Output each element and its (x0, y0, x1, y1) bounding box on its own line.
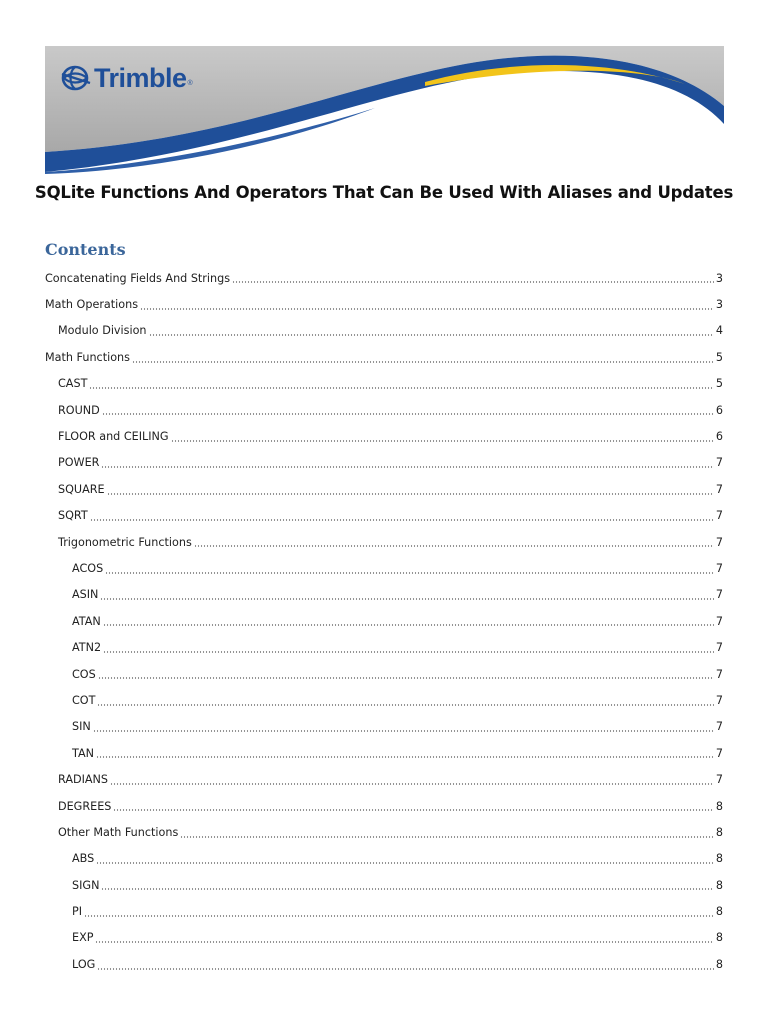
toc-entry[interactable] (45, 714, 723, 740)
toc-entry-label: SQUARE (58, 482, 105, 496)
toc-dot-leader (101, 466, 713, 468)
toc-entry-label: CAST (58, 377, 88, 391)
toc-entry-label: SIN (72, 720, 91, 734)
toc-dot-leader (98, 677, 714, 679)
toc-entry-label: Other Math Functions (58, 825, 179, 839)
toc-dot-leader (101, 888, 713, 890)
toc-entry-label: TAN (72, 746, 94, 760)
toc-page-number: 8 (715, 957, 723, 971)
toc-dot-leader (110, 783, 714, 785)
toc-page-number: 7 (715, 509, 723, 523)
toc-entry-label: Modulo Division (58, 324, 147, 338)
toc-entry[interactable] (45, 397, 723, 423)
toc-entry[interactable] (45, 846, 723, 872)
toc-page-number: 7 (715, 456, 723, 470)
toc-entry[interactable] (45, 634, 723, 660)
toc-entry[interactable] (45, 318, 723, 344)
toc-dot-leader (95, 941, 713, 943)
toc-dot-leader (100, 598, 713, 600)
toc-page-number: 7 (715, 482, 723, 496)
document-title: SQLite Functions And Operators That Can Be Used With Aliases and Updates (34, 183, 734, 202)
toc-dot-leader (113, 809, 714, 811)
toc-page-number: 7 (715, 641, 723, 655)
toc-dot-leader (232, 281, 714, 283)
toc-dot-leader (132, 361, 714, 363)
toc-dot-leader (96, 756, 714, 758)
toc-page-number: 7 (715, 746, 723, 760)
toc-entry-label: COT (72, 693, 96, 707)
toc-page-number: 3 (715, 271, 723, 285)
toc-dot-leader (89, 387, 713, 389)
toc-page-number: 7 (715, 535, 723, 549)
toc-page-number: 8 (715, 825, 723, 839)
toc-entry[interactable] (45, 291, 723, 317)
toc-page-number: 5 (715, 350, 723, 364)
toc-entry-label: Math Functions (45, 350, 130, 364)
toc-entry[interactable] (45, 740, 723, 766)
toc-page-number: 7 (715, 720, 723, 734)
toc-entry-label: DEGREES (58, 799, 112, 813)
toc-entry-label: Math Operations (45, 298, 139, 312)
toc-entry-label: PI (72, 905, 83, 919)
toc-entry-label: RADIANS (58, 773, 109, 787)
toc-entry-label: ATAN (72, 614, 101, 628)
toc-page-number: 3 (715, 298, 723, 312)
table-of-contents (45, 265, 723, 978)
toc-entry[interactable] (45, 951, 723, 977)
toc-entry-label: Concatenating Fields And Strings (45, 271, 231, 285)
toc-entry-label: ACOS (72, 561, 104, 575)
toc-dot-leader (84, 915, 714, 917)
toc-page-number: 8 (715, 931, 723, 945)
toc-entry[interactable] (45, 872, 723, 898)
toc-page-number: 7 (715, 561, 723, 575)
toc-dot-leader (93, 730, 714, 732)
toc-dot-leader (140, 308, 714, 310)
toc-page-number: 5 (715, 377, 723, 391)
toc-dot-leader (90, 519, 714, 521)
toc-entry-label: SIGN (72, 878, 100, 892)
toc-dot-leader (194, 545, 714, 547)
toc-entry[interactable] (45, 898, 723, 924)
toc-dot-leader (107, 493, 714, 495)
toc-entry-label: ASIN (72, 588, 99, 602)
toc-entry[interactable] (45, 450, 723, 476)
toc-page-number: 7 (715, 667, 723, 681)
toc-dot-leader (102, 413, 714, 415)
toc-page-number: 7 (715, 773, 723, 787)
toc-page-number: 8 (715, 905, 723, 919)
toc-entry-label: ROUND (58, 403, 100, 417)
toc-entry-label: Trigonometric Functions (58, 535, 192, 549)
toc-entry[interactable] (45, 925, 723, 951)
toc-page-number: 7 (715, 693, 723, 707)
toc-dot-leader (103, 624, 714, 626)
trimble-logo (60, 60, 193, 96)
globe-icon (60, 62, 92, 94)
toc-page-number: 8 (715, 852, 723, 866)
toc-entry[interactable] (45, 265, 723, 291)
toc-entry[interactable] (45, 608, 723, 634)
toc-entry[interactable] (45, 555, 723, 581)
toc-page-number: 4 (715, 324, 723, 338)
toc-page-number: 6 (715, 430, 723, 444)
toc-entry-label: COS (72, 667, 96, 681)
toc-page-number: 7 (715, 588, 723, 602)
toc-entry-label: EXP (72, 931, 94, 945)
toc-entry[interactable] (45, 793, 723, 819)
toc-entry[interactable] (45, 476, 723, 502)
toc-entry[interactable] (45, 582, 723, 608)
toc-entry-label: FLOOR and CEILING (58, 430, 169, 444)
toc-entry-label: ATN2 (72, 641, 102, 655)
logo-wordmark: Trimble (94, 63, 187, 93)
toc-dot-leader (105, 572, 714, 574)
toc-dot-leader (96, 862, 714, 864)
toc-entry-label: ABS (72, 852, 95, 866)
toc-entry[interactable] (45, 503, 723, 529)
toc-dot-leader (180, 836, 714, 838)
toc-entry[interactable] (45, 529, 723, 555)
toc-entry[interactable] (45, 661, 723, 687)
registered-mark: ® (187, 80, 193, 87)
toc-entry[interactable] (45, 423, 723, 449)
toc-entry-label: SQRT (58, 509, 88, 523)
toc-dot-leader (149, 334, 714, 336)
toc-entry[interactable] (45, 766, 723, 792)
toc-entry[interactable] (45, 371, 723, 397)
toc-dot-leader (97, 968, 714, 970)
toc-entry-label: POWER (58, 456, 100, 470)
toc-entry[interactable] (45, 819, 723, 845)
toc-dot-leader (97, 704, 713, 706)
contents-heading: Contents (45, 240, 126, 259)
toc-page-number: 8 (715, 878, 723, 892)
toc-page-number: 8 (715, 799, 723, 813)
toc-entry[interactable] (45, 687, 723, 713)
toc-dot-leader (103, 651, 714, 653)
toc-entry-label: LOG (72, 957, 96, 971)
toc-entry[interactable] (45, 344, 723, 370)
toc-page-number: 6 (715, 403, 723, 417)
toc-page-number: 7 (715, 614, 723, 628)
toc-dot-leader (171, 440, 714, 442)
